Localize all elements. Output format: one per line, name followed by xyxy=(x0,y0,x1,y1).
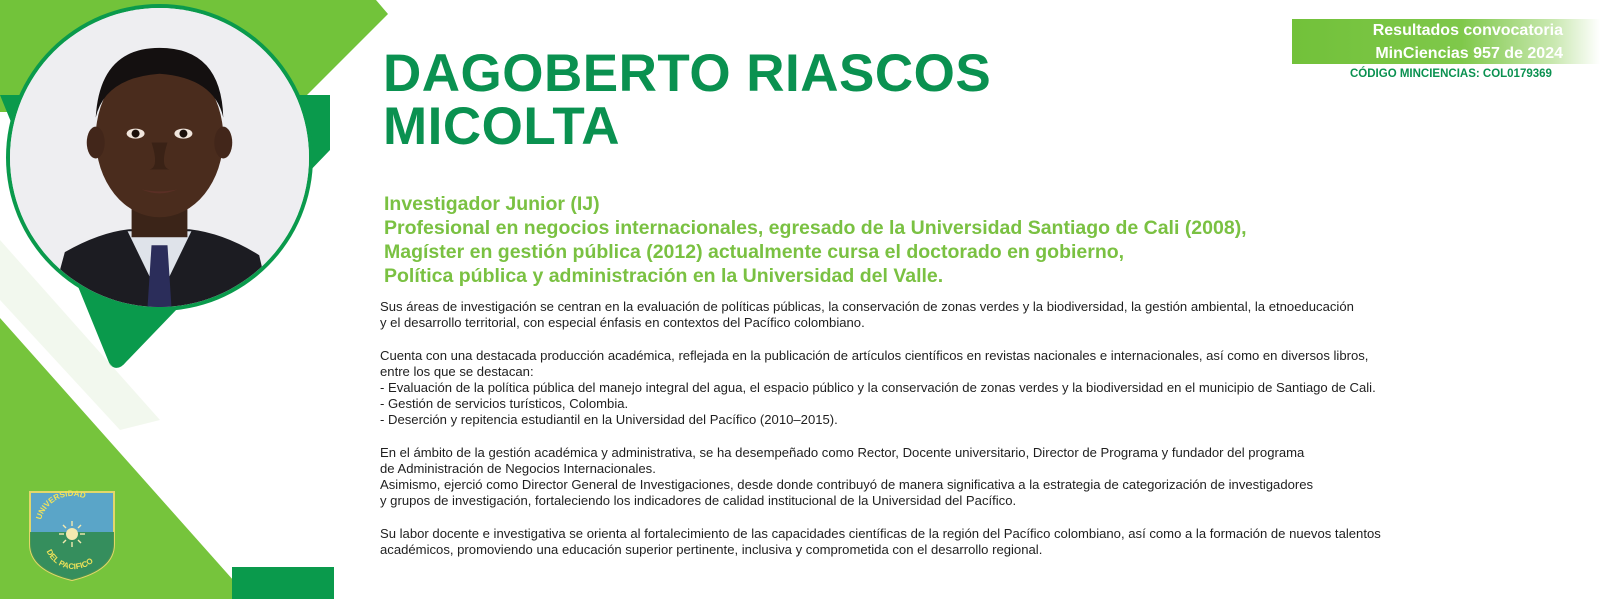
credential-line-2: Profesional en negocios internacionales, egresado de la Universidad Santiago de Cali (2008), xyxy=(384,217,1247,239)
bio-line: de Administración de Negocios Internacionales. xyxy=(380,461,656,476)
name-line-2: MICOLTA xyxy=(383,97,621,156)
logo-text-top: UNIVERSIDAD xyxy=(34,488,87,521)
bio-list-item: - Gestión de servicios turísticos, Colombia. xyxy=(380,396,629,412)
badge-line-2: MinCiencias 957 de 2024 xyxy=(1375,45,1563,62)
bio-list-item: - Deserción y repitencia estudiantil en la Universidad del Pacífico (2010–2015). xyxy=(380,412,838,428)
bio-line: y el desarrollo territorial, con especial énfasis en contextos del Pacífico colombiano. xyxy=(380,315,865,331)
logo-sun xyxy=(66,528,78,540)
bio-line: Asimismo, ejerció como Director General de Investigaciones, desde donde contribuyó de manera significativa a la estrategia de categorización de investigadores xyxy=(380,477,1314,493)
bio-line: Sus áreas de investigación se centran en la evaluación de políticas públicas, la conservación de zonas verdes y la biodiversidad, la gestión ambiental, la etnoeducación xyxy=(380,299,1354,314)
credential-rank: Investigador Junior (IJ) xyxy=(384,193,600,215)
bio-paragraph-teaching xyxy=(380,526,1560,558)
bio-paragraph-management xyxy=(380,445,1560,510)
biography xyxy=(380,299,1560,574)
profile-photo xyxy=(10,8,309,307)
bio-paragraph-publications xyxy=(380,348,1560,429)
bio-line: Cuenta con una destacada producción académica, reflejada en la publicación de artículos científicos en revistas nacionales e internacionales, así como en diversos libros, xyxy=(380,347,1369,363)
badge-text xyxy=(1373,19,1563,65)
bio-list-item: - Evaluación de la política pública del manejo integral del agua, el espacio público y la conservación de zonas verdes y la biodiversidad en el municipio de Santiago de Cali. xyxy=(380,380,1376,395)
bio-line: y grupos de investigación, fortaleciendo los indicadores de calidad institucional de la Universidad del Pacífico. xyxy=(380,493,1017,509)
credentials xyxy=(384,192,1384,288)
bio-paragraph-research xyxy=(380,299,1560,331)
portrait-image xyxy=(10,8,309,307)
bio-line: Su labor docente e investigativa se orienta al fortalecimiento de las capacidades científicas de la región del Pacífico colombiano, así como a la formación de nuevos talentos xyxy=(380,525,1381,541)
badge-line-1: Resultados convocatoria xyxy=(1372,22,1563,39)
credential-line-4: Política pública y administración en la Universidad del Valle. xyxy=(384,265,944,287)
bg-bottom-bar xyxy=(232,567,334,599)
bio-line: En el ámbito de la gestión académica y administrativa, se ha desempeñado como Rector, Docente universitario, Director de Programa y fundador del programa xyxy=(380,444,1305,460)
logo-text-bottom: DEL PACIFICO xyxy=(44,547,95,572)
bio-line: académicos, promoviendo una educación superior pertinente, inclusiva y comprometida con el desarrollo regional. xyxy=(380,542,1043,557)
bio-line: entre los que se destacan: xyxy=(380,363,534,379)
profile-photo-ring xyxy=(6,4,313,311)
credential-line-3: Magíster en gestión pública (2012) actualmente cursa el doctorado en gobierno, xyxy=(384,241,1125,263)
university-logo xyxy=(26,488,118,582)
person-name xyxy=(383,44,1143,156)
name-line-1: DAGOBERTO RIASCOS xyxy=(383,44,992,103)
results-badge xyxy=(1292,19,1600,64)
minciencias-code: CÓDIGO MINCIENCIAS: COL0179369 xyxy=(1350,68,1552,80)
